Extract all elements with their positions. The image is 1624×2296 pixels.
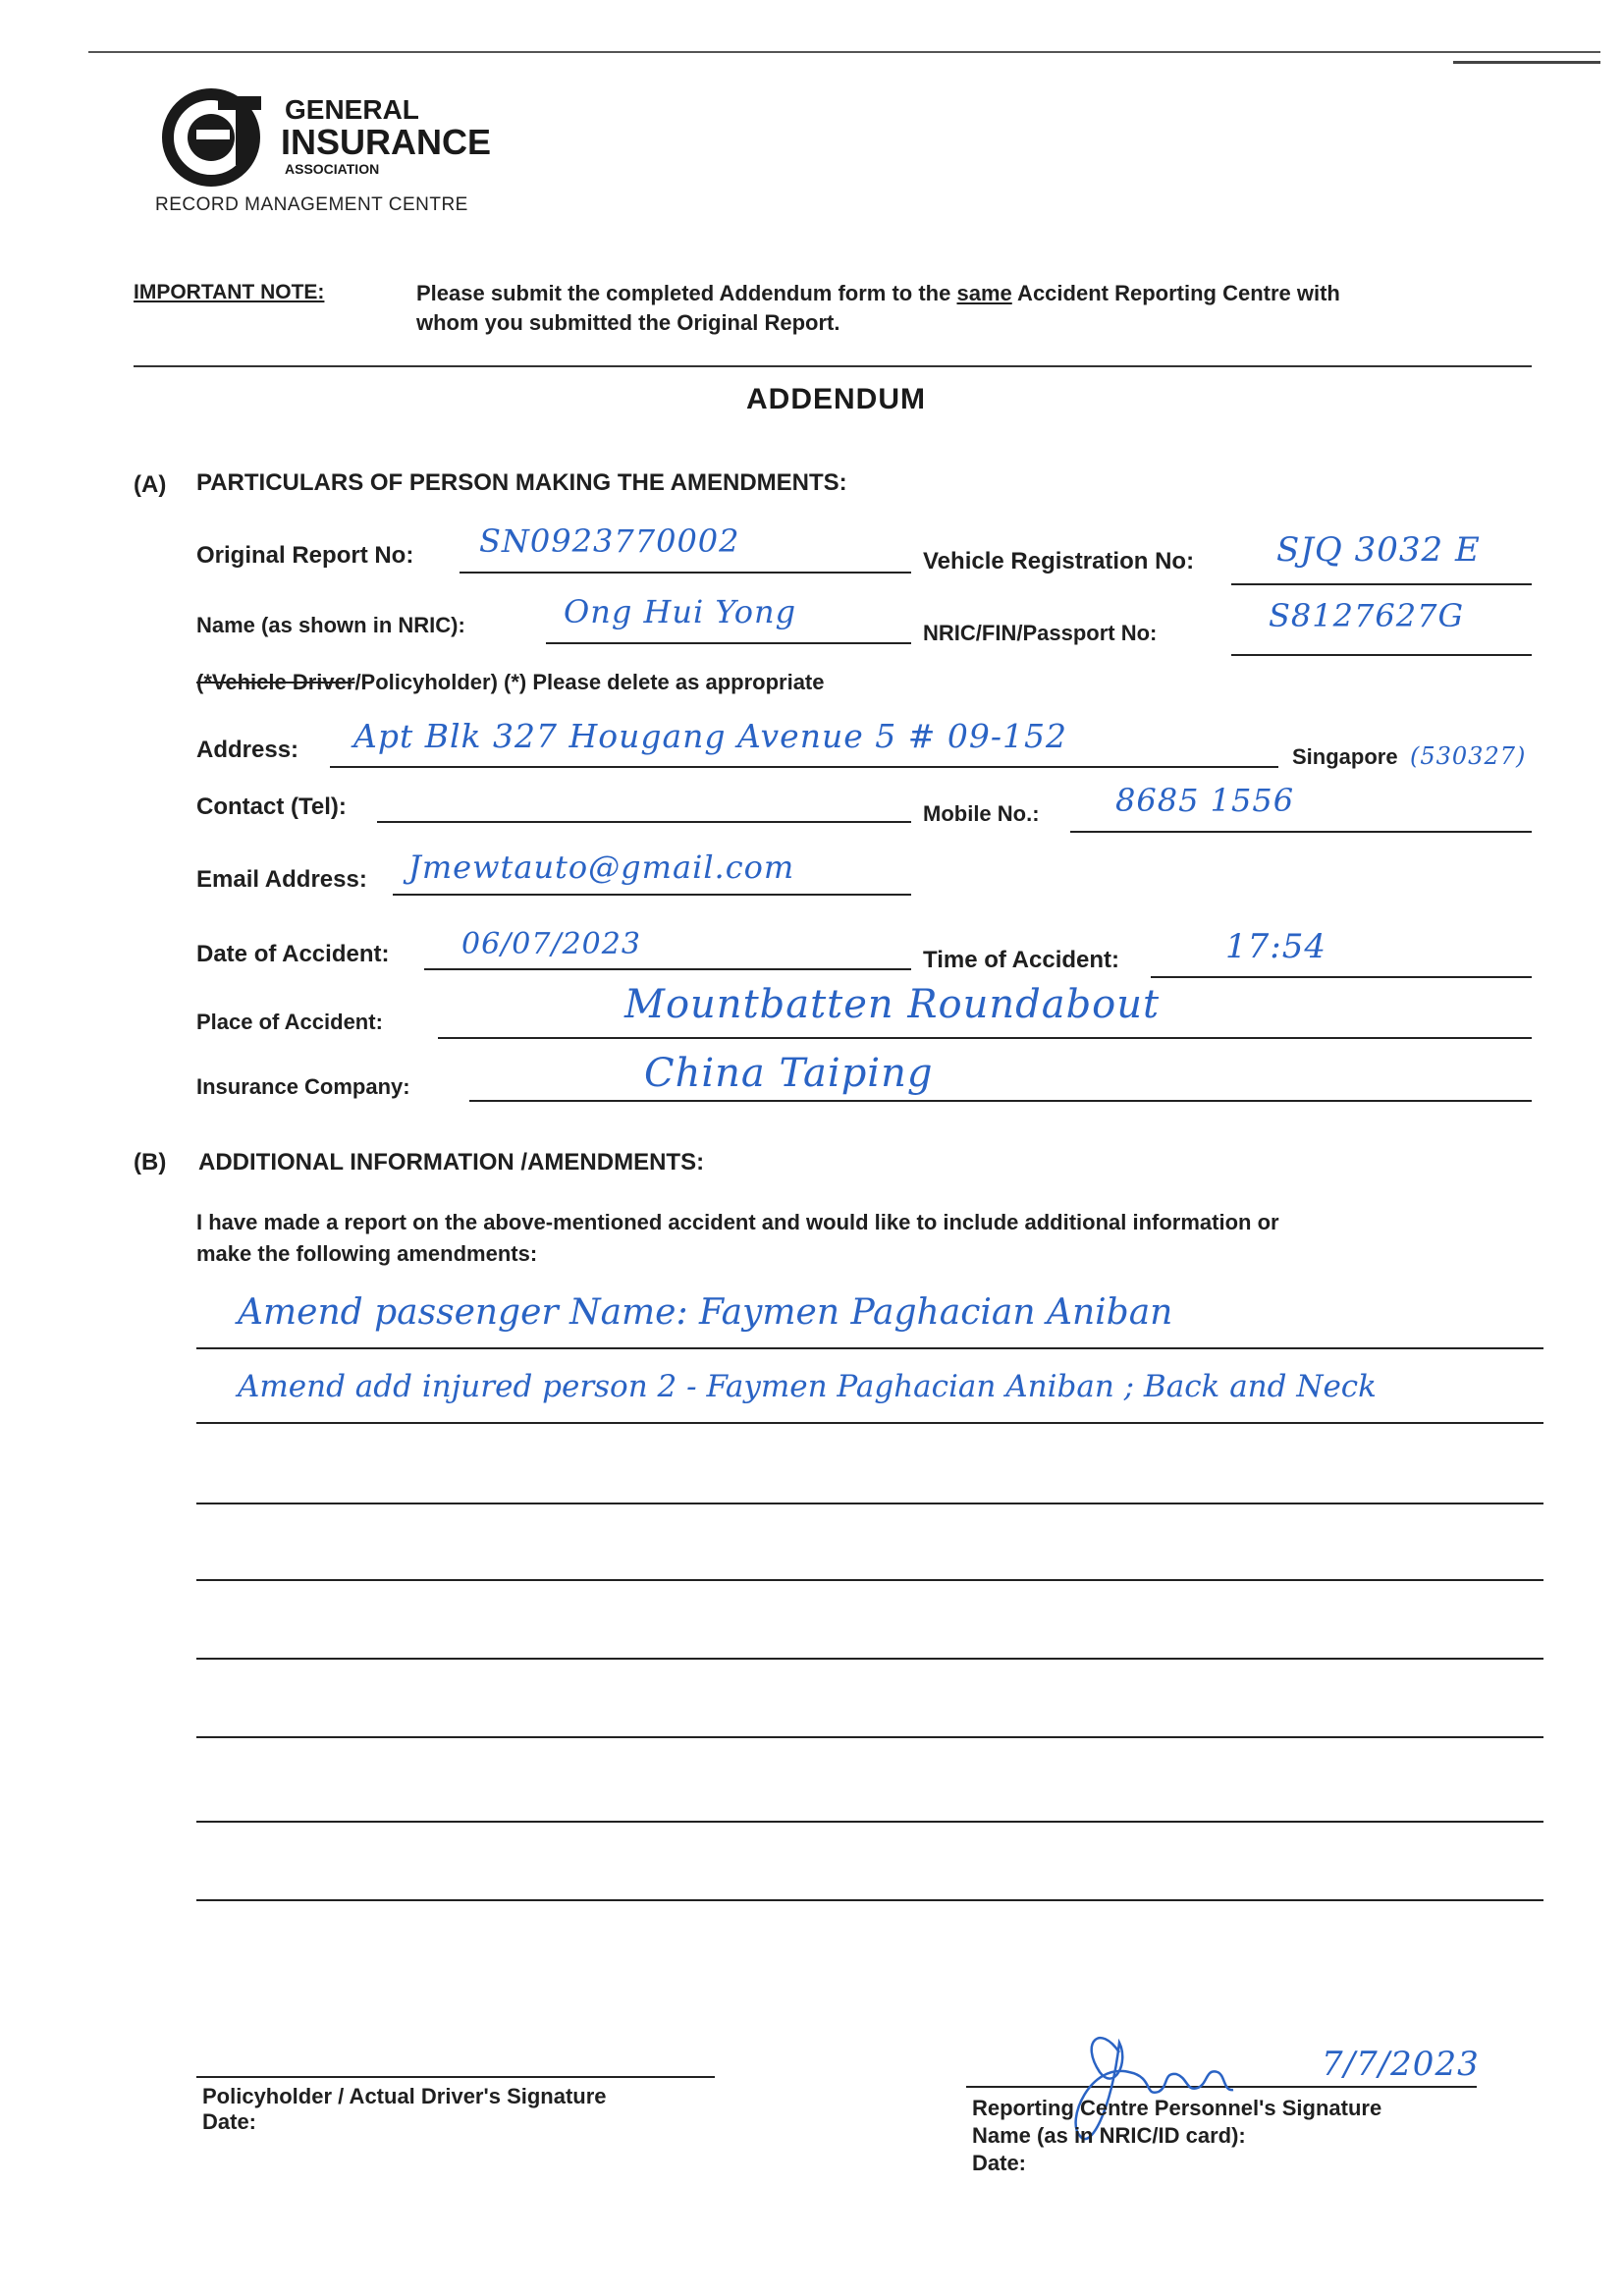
- blank-line: [196, 1821, 1543, 1823]
- contact-line: [377, 821, 911, 823]
- place-label: Place of Accident:: [196, 1010, 383, 1034]
- scan-top-edge: [88, 51, 1600, 53]
- policyholder-signature-label: Policyholder / Actual Driver's Signature: [202, 2084, 607, 2108]
- mobile-label: Mobile No.:: [923, 801, 1040, 826]
- original-report-label: Original Report No:: [196, 542, 414, 569]
- vehicle-reg-label: Vehicle Registration No:: [923, 548, 1195, 574]
- logo-text-general: GENERAL: [285, 94, 419, 125]
- role-rest-text: /Policyholder) (*) Please delete as appropriate: [354, 670, 825, 694]
- time-label: Time of Accident:: [923, 947, 1120, 973]
- address-value: Apt Blk 327 Hougang Avenue 5 # 09-152: [353, 717, 1067, 755]
- amendment-line-2: [196, 1422, 1543, 1424]
- gia-logo: [157, 86, 492, 194]
- section-a-heading: PARTICULARS OF PERSON MAKING THE AMENDMENTS:: [196, 469, 847, 496]
- blank-line: [196, 1736, 1543, 1738]
- email-label: Email Address:: [196, 866, 367, 893]
- insurance-label: Insurance Company:: [196, 1074, 410, 1099]
- email-value: Jmewtauto@gmail.com: [408, 848, 795, 886]
- date-label: Date of Accident:: [196, 941, 390, 967]
- original-report-value: SN0923770002: [479, 522, 740, 560]
- gia-emblem-icon: [157, 86, 280, 190]
- role-note: [196, 670, 825, 695]
- singapore-label: Singapore: [1292, 744, 1398, 769]
- divider: [134, 365, 1532, 367]
- important-note-label: IMPORTANT NOTE:: [134, 281, 325, 303]
- centre-date-value: 7/7/2023: [1322, 2045, 1480, 2084]
- nric-value: S8127627G: [1269, 597, 1464, 634]
- blank-line: [196, 1658, 1543, 1660]
- amendment-line-1: [196, 1347, 1543, 1349]
- name-value: Ong Hui Yong: [564, 593, 797, 630]
- mobile-line: [1070, 831, 1532, 833]
- original-report-line: [460, 572, 911, 574]
- name-label: Name (as shown in NRIC):: [196, 613, 465, 637]
- section-a-marker: (A): [134, 471, 167, 498]
- place-value: Mountbatten Roundabout: [624, 982, 1161, 1027]
- blank-line: [196, 1503, 1543, 1504]
- section-b-heading: ADDITIONAL INFORMATION /AMENDMENTS:: [198, 1149, 705, 1175]
- mobile-value: 8685 1556: [1115, 782, 1295, 819]
- name-line: [546, 642, 911, 644]
- scan-top-edge-right: [1453, 61, 1600, 64]
- date-value: 06/07/2023: [461, 927, 641, 961]
- insurance-line: [469, 1100, 1532, 1102]
- blank-line: [196, 1899, 1543, 1901]
- time-line: [1151, 976, 1532, 978]
- note-text-part: Please submit the completed Addendum form to the: [416, 281, 957, 305]
- address-line: [330, 766, 1278, 768]
- vehicle-reg-line: [1231, 583, 1532, 585]
- centre-date-label: Date:: [972, 2151, 1027, 2175]
- policyholder-signature-line: [196, 2076, 715, 2078]
- time-value: 17:54: [1225, 927, 1326, 966]
- email-line: [393, 894, 911, 896]
- nric-line: [1231, 654, 1532, 656]
- note-text-part: Accident Reporting Centre with: [1011, 281, 1340, 305]
- insurance-value: China Taiping: [644, 1051, 934, 1096]
- header-subtitle: RECORD MANAGEMENT CENTRE: [155, 194, 468, 215]
- logo-text-insurance: INSURANCE: [281, 122, 492, 162]
- vehicle-reg-value: SJQ 3032 E: [1276, 530, 1481, 570]
- date-line: [424, 968, 911, 970]
- address-label: Address:: [196, 737, 299, 763]
- page-title: ADDENDUM: [746, 383, 926, 415]
- centre-name-label: Name (as in NRIC/ID card):: [972, 2123, 1246, 2148]
- nric-label: NRIC/FIN/Passport No:: [923, 621, 1158, 645]
- section-b-intro-line2: make the following amendments:: [196, 1241, 538, 1266]
- important-note-text: [416, 281, 1340, 306]
- section-b-marker: (B): [134, 1149, 167, 1175]
- amendment-line-2-text: Amend add injured person 2 - Faymen Paghacian Aniban ; Back and Neck: [238, 1369, 1377, 1404]
- postal-value: (530327): [1410, 742, 1527, 770]
- blank-line: [196, 1579, 1543, 1581]
- section-b-intro-line1: I have made a report on the above-mentioned accident and would like to include additional information or: [196, 1210, 1279, 1234]
- logo-text-association: ASSOCIATION: [285, 161, 380, 177]
- important-note-text-line2: whom you submitted the Original Report.: [416, 310, 840, 335]
- note-emphasis: same: [956, 281, 1012, 305]
- role-struck-text: (*Vehicle Driver: [196, 670, 355, 694]
- place-line: [438, 1037, 1532, 1039]
- amendment-line-1-text: Amend passenger Name: Faymen Paghacian Aniban: [238, 1292, 1173, 1333]
- contact-label: Contact (Tel):: [196, 793, 347, 820]
- policyholder-date-label: Date:: [202, 2109, 257, 2134]
- centre-signature-label: Reporting Centre Personnel's Signature: [972, 2096, 1382, 2120]
